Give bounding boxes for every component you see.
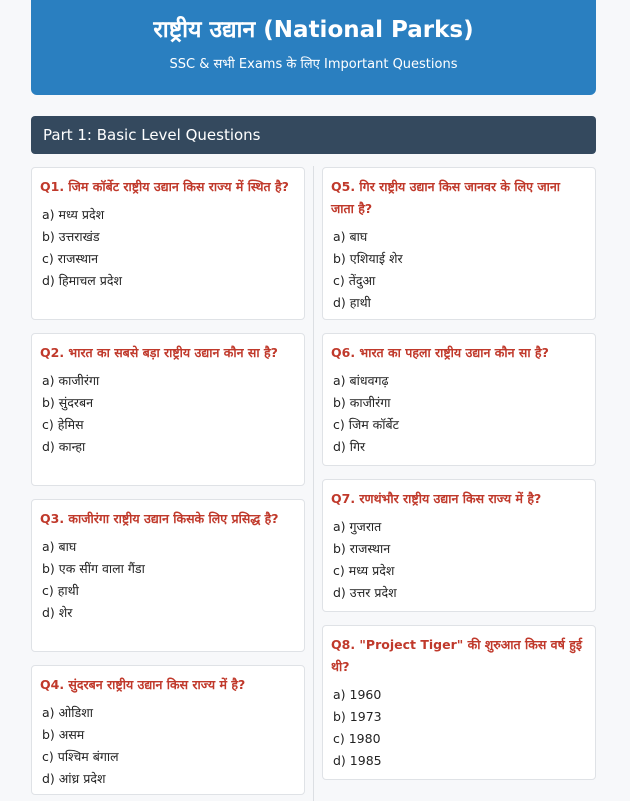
option-d[interactable]: d) गिर — [333, 439, 366, 454]
option-c[interactable]: c) तेंदुआ — [333, 273, 376, 288]
question-text: Q4. सुंदरबन राष्ट्रीय उद्यान किस राज्य में है? — [40, 677, 246, 692]
question-card-5 — [322, 167, 596, 320]
option-d[interactable]: d) उत्तर प्रदेश — [333, 585, 397, 600]
question-card-8 — [322, 625, 596, 780]
question-card-2 — [31, 333, 305, 486]
option-d[interactable]: d) 1985 — [333, 753, 382, 768]
question-card-7 — [322, 479, 596, 612]
option-c[interactable]: c) मध्य प्रदेश — [333, 563, 395, 578]
option-b[interactable]: b) राजस्थान — [333, 541, 391, 556]
option-b[interactable]: b) एशियाई शेर — [333, 251, 403, 266]
option-a[interactable]: a) बाघ — [333, 229, 368, 244]
option-a[interactable]: a) काजीरंगा — [42, 373, 100, 388]
question-card-1 — [31, 167, 305, 320]
option-b[interactable]: b) एक सींग वाला गैंडा — [42, 561, 145, 576]
question-text: Q7. रणथंभौर राष्ट्रीय उद्यान किस राज्य में है? — [331, 491, 542, 506]
option-b[interactable]: b) 1973 — [333, 709, 382, 724]
option-c[interactable]: c) 1980 — [333, 731, 381, 746]
question-text: Q6. भारत का पहला राष्ट्रीय उद्यान कौन सा है? — [331, 345, 549, 360]
option-a[interactable]: a) बांधवगढ़ — [333, 373, 389, 388]
question-text: Q8. "Project Tiger" की शुरुआत किस वर्ष हुई थी? — [331, 637, 582, 674]
column-divider — [313, 166, 314, 801]
option-c[interactable]: c) पश्चिम बंगाल — [42, 749, 119, 764]
page-subtitle: SSC & सभी Exams के लिए Important Questions — [169, 57, 458, 72]
question-card-4 — [31, 665, 305, 795]
option-a[interactable]: a) 1960 — [333, 687, 382, 702]
option-d[interactable]: d) आंध्र प्रदेश — [42, 771, 106, 786]
option-d[interactable]: d) कान्हा — [42, 439, 86, 454]
option-b[interactable]: b) काजीरंगा — [333, 395, 391, 410]
option-a[interactable]: a) मध्य प्रदेश — [42, 207, 105, 222]
question-card-6 — [322, 333, 596, 466]
option-b[interactable]: b) असम — [42, 727, 85, 742]
question-text: Q3. काजीरंगा राष्ट्रीय उद्यान किसके लिए प्रसिद्ध है? — [40, 511, 279, 526]
page-title: राष्ट्रीय उद्यान (National Parks) — [153, 17, 474, 43]
option-c[interactable]: c) जिम कॉर्बेट — [333, 417, 399, 432]
question-card-3 — [31, 499, 305, 652]
option-c[interactable]: c) हेमिस — [42, 417, 84, 432]
option-d[interactable]: d) हिमाचल प्रदेश — [42, 273, 123, 288]
option-b[interactable]: b) उत्तराखंड — [42, 229, 100, 244]
option-c[interactable]: c) हाथी — [42, 583, 79, 598]
section-title: Part 1: Basic Level Questions — [31, 116, 596, 154]
option-a[interactable]: a) गुजरात — [333, 519, 382, 534]
option-d[interactable]: d) शेर — [42, 605, 73, 620]
page-header — [31, 0, 596, 95]
option-a[interactable]: a) बाघ — [42, 539, 77, 554]
option-b[interactable]: b) सुंदरबन — [42, 395, 94, 410]
question-text: Q5. गिर राष्ट्रीय उद्यान किस जानवर के लिए जाना जाता है? — [331, 179, 561, 216]
question-text: Q1. जिम कॉर्बेट राष्ट्रीय उद्यान किस राज्य में स्थित है? — [40, 179, 289, 194]
option-d[interactable]: d) हाथी — [333, 295, 371, 310]
question-text: Q2. भारत का सबसे बड़ा राष्ट्रीय उद्यान कौन सा है? — [40, 345, 278, 360]
option-c[interactable]: c) राजस्थान — [42, 251, 99, 266]
option-a[interactable]: a) ओडिशा — [42, 705, 93, 720]
